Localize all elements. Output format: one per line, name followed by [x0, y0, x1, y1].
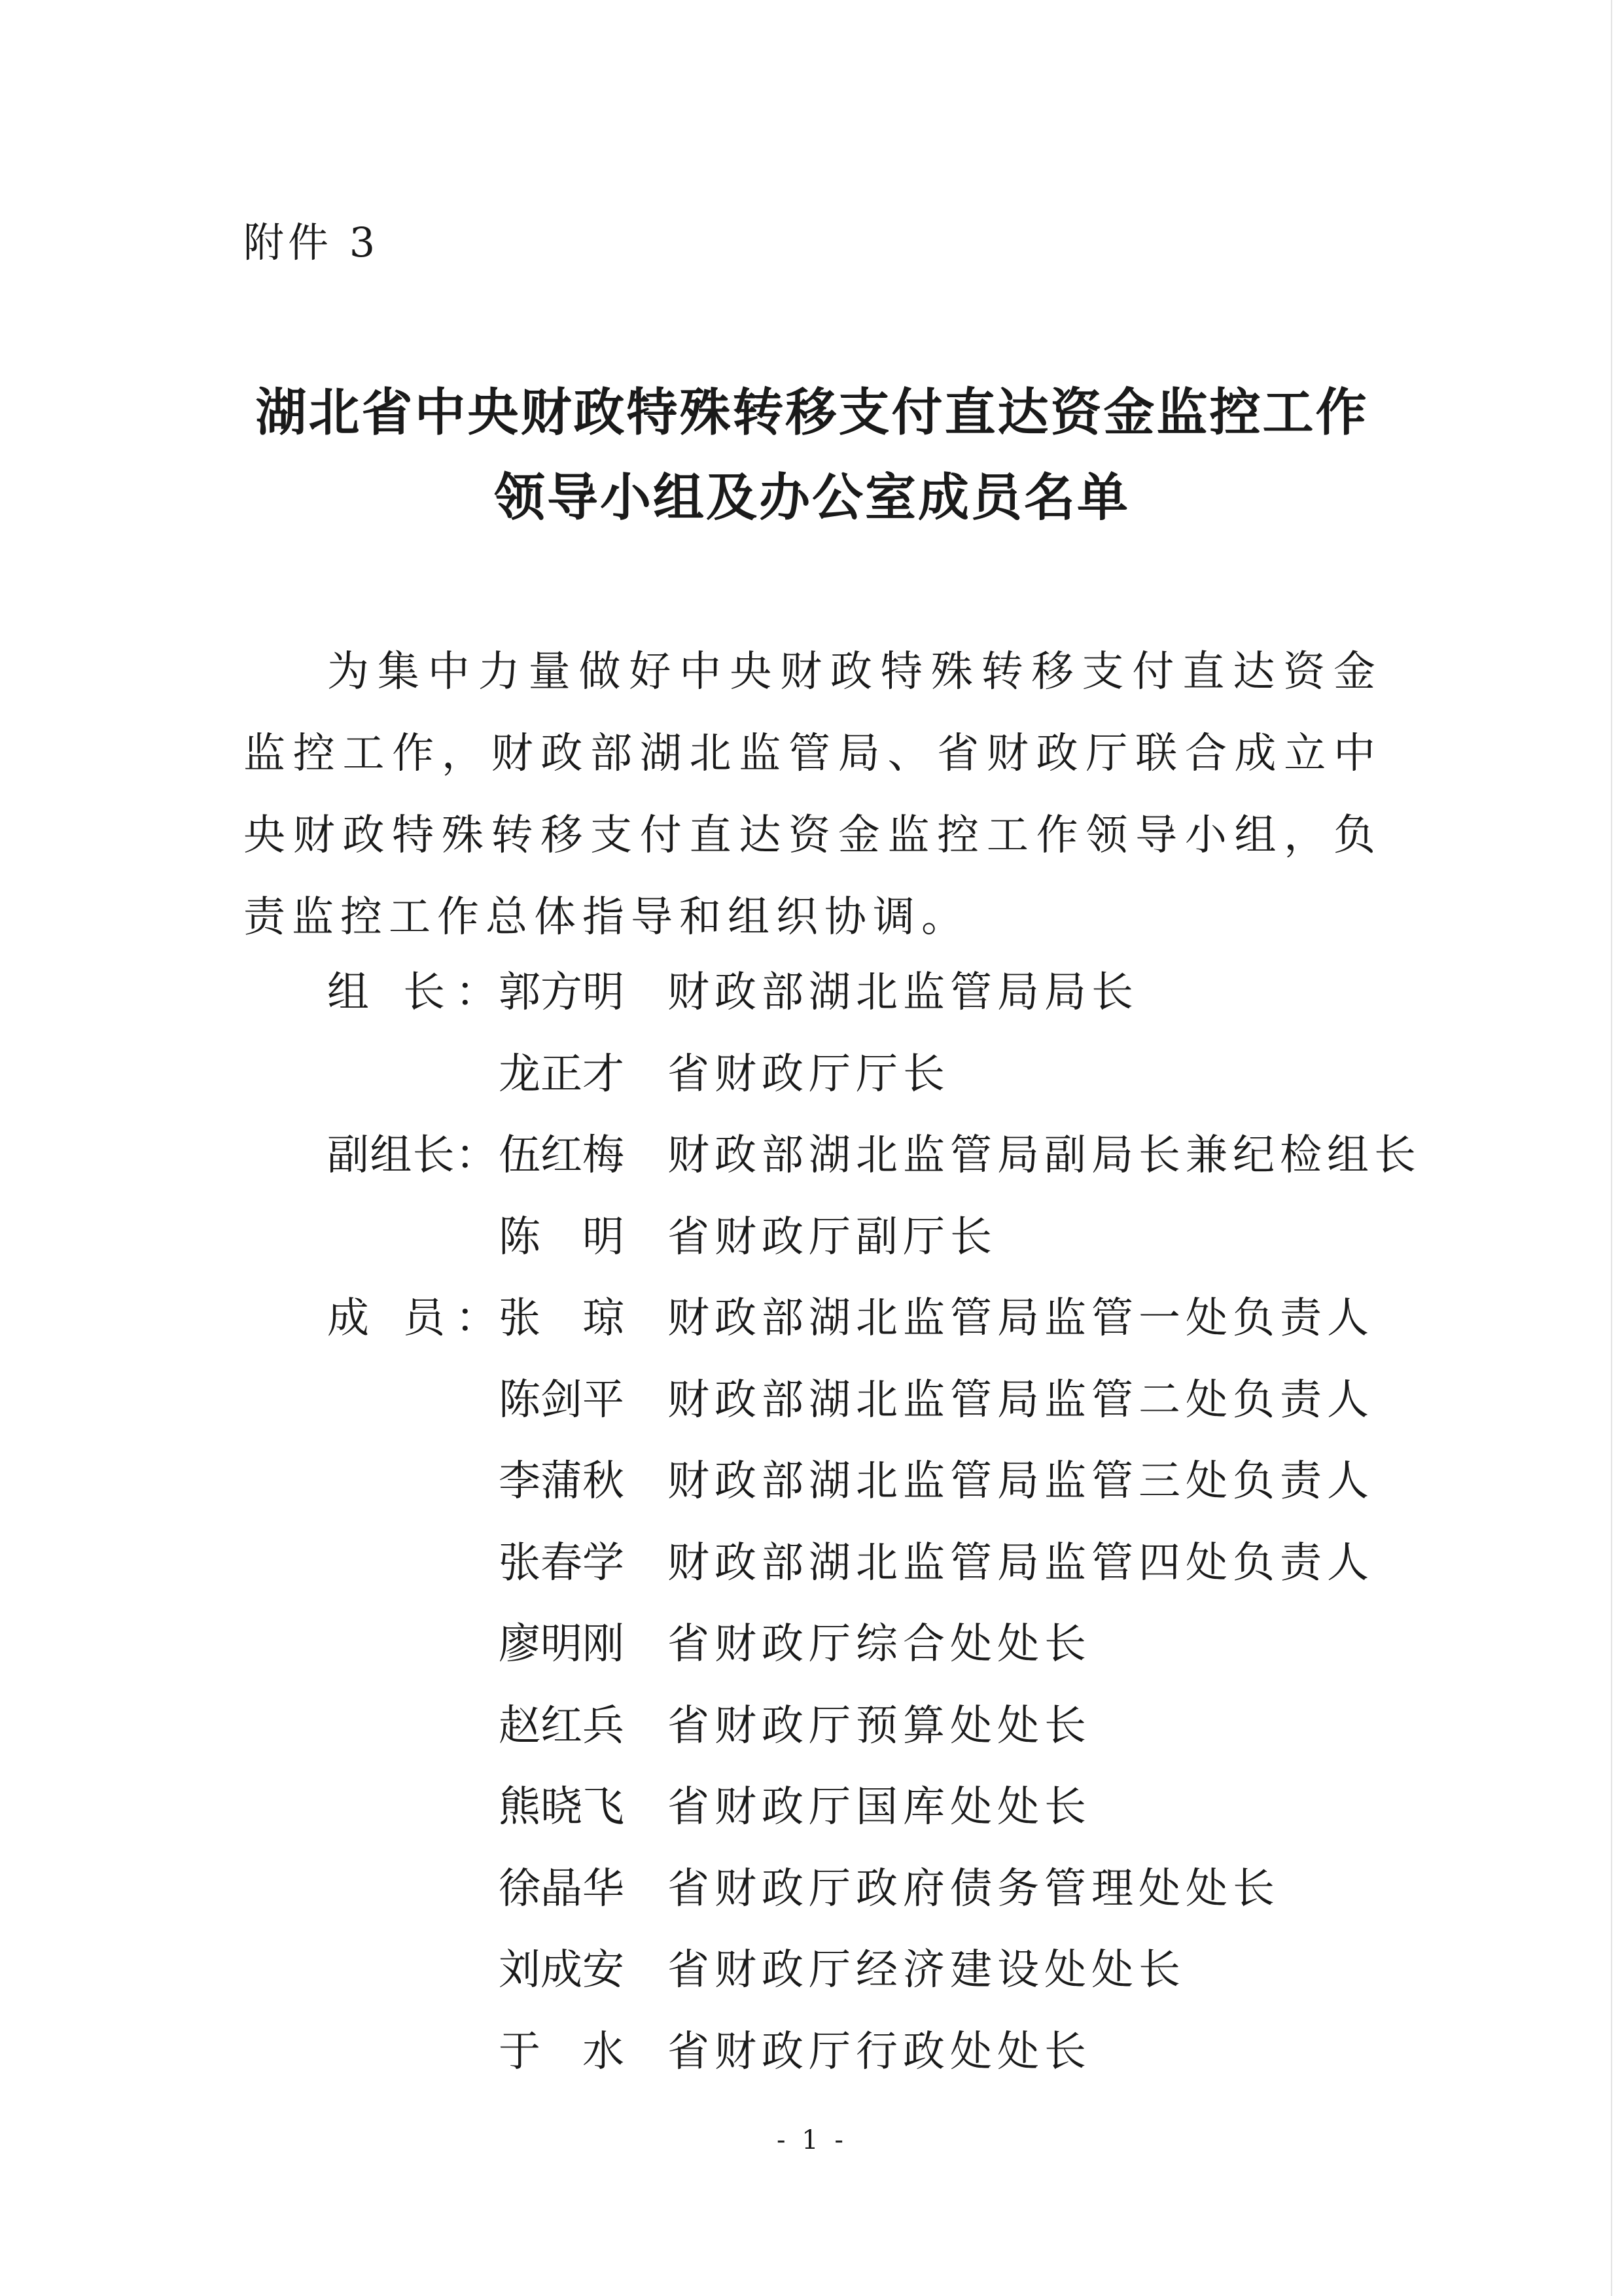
roster-position: 财政部湖北监管局监管一处负责人	[667, 1294, 1374, 1343]
roster-position: 省财政厅厅长	[667, 1050, 950, 1099]
roster-position: 省财政厅综合处处长	[667, 1620, 1091, 1669]
roster-name: 郭方明	[499, 968, 624, 1017]
roster-name: 李蒲秋	[499, 1457, 624, 1506]
roster-position: 财政部湖北监管局副局长兼纪检组长	[667, 1131, 1421, 1180]
roster-position: 财政部湖北监管局局长	[667, 968, 1139, 1017]
roster-name: 熊晓飞	[499, 1783, 624, 1831]
roster-position: 省财政厅政府债务管理处处长	[667, 1864, 1280, 1913]
roster-name: 赵红兵	[499, 1701, 624, 1750]
roster-role: 成 员：	[327, 1294, 497, 1343]
document-title-line-1: 湖北省中央财政特殊转移支付直达资金监控工作	[255, 383, 1369, 442]
roster-name: 张 琼	[499, 1294, 624, 1343]
roster-position: 省财政厅行政处处长	[667, 2027, 1091, 2076]
roster-name: 陈 明	[499, 1212, 624, 1262]
roster-position: 财政部湖北监管局监管三处负责人	[667, 1457, 1374, 1506]
attachment-label: 附件 3	[243, 219, 380, 266]
roster-name: 张春学	[499, 1538, 624, 1587]
roster-name: 龙正才	[499, 1050, 624, 1099]
roster-role: 组 长：	[327, 968, 497, 1017]
roster-name: 伍红梅	[499, 1131, 624, 1180]
roster-position: 财政部湖北监管局监管二处负责人	[667, 1375, 1374, 1424]
intro-paragraph: 为集中力量做好中央财政特殊转移支付直达资金监控工作，财政部湖北监管局、省财政厅联合成立中央财政特殊转移支付直达资金监控工作领导小组，负责监控工作总体指导和组织协调。	[243, 648, 1382, 942]
roster-name: 徐晶华	[499, 1864, 624, 1913]
roster-position: 省财政厅副厅长	[667, 1212, 997, 1262]
roster-position: 省财政厅经济建设处处长	[667, 1946, 1186, 1994]
roster-name: 于 水	[499, 2027, 624, 2076]
roster-position: 省财政厅预算处处长	[667, 1701, 1091, 1750]
roster-role: 副组长：	[327, 1131, 497, 1180]
roster-position: 省财政厅国库处处长	[667, 1783, 1091, 1831]
roster-position: 财政部湖北监管局监管四处负责人	[667, 1538, 1374, 1587]
page-number: - 1 -	[777, 2125, 847, 2155]
scan-edge-line	[1611, 0, 1612, 2296]
roster-name: 刘成安	[499, 1946, 624, 1994]
roster-name: 廖明刚	[499, 1620, 624, 1669]
document-title-line-2: 领导小组及办公室成员名单	[493, 468, 1130, 527]
roster-name: 陈剑平	[499, 1375, 624, 1424]
